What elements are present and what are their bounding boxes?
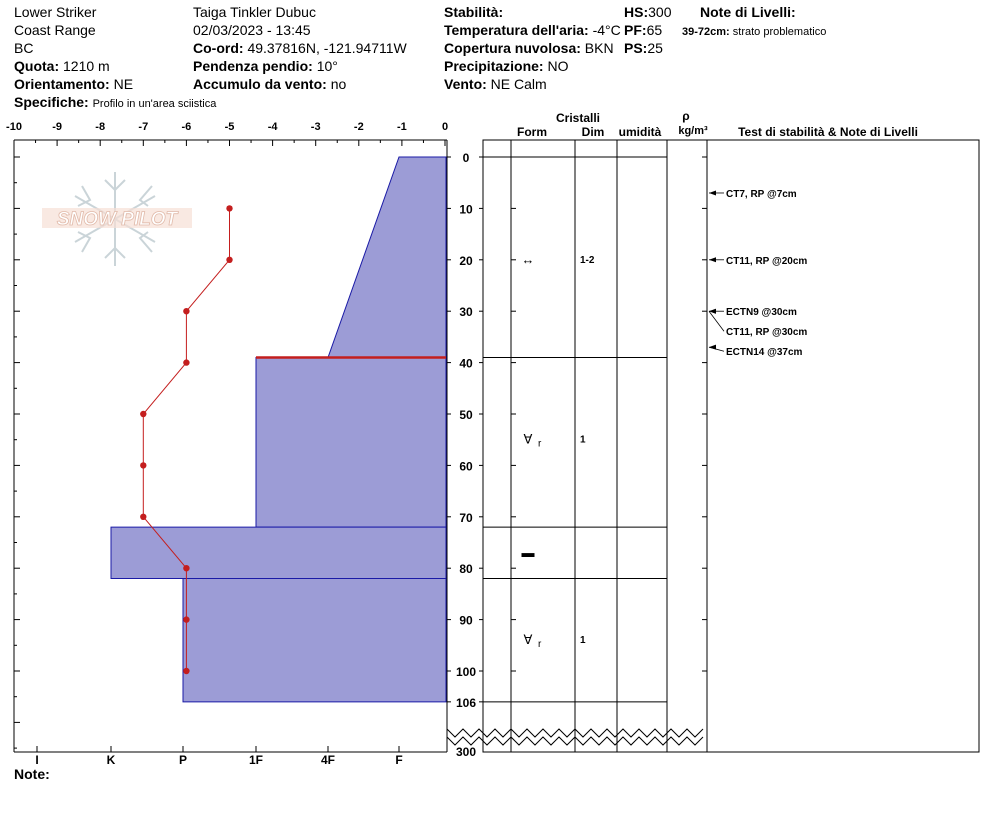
depth-label: 60 xyxy=(459,459,473,474)
temperature-axis xyxy=(6,121,448,146)
hardness-profile xyxy=(111,157,446,702)
depth-label: 0 xyxy=(462,151,470,165)
temperature-tick-label: -3 xyxy=(310,121,321,133)
hardness-tick-label: P xyxy=(178,753,188,767)
hardness-tick-label: K xyxy=(106,753,116,767)
snowflake-logo-icon xyxy=(42,172,192,266)
crystal-size: 1 xyxy=(580,635,586,647)
depth-axis xyxy=(447,140,483,752)
depth-label: 50 xyxy=(459,408,473,422)
temperature-tick-label: -2 xyxy=(353,121,364,133)
cloud-value: BKN xyxy=(584,40,614,56)
elevation-label: Quota: xyxy=(14,58,60,74)
stability-test-arrowhead xyxy=(709,257,716,262)
depth-label: 100 xyxy=(455,665,477,679)
depth-break-label: 300 xyxy=(455,745,477,759)
temperature-point xyxy=(140,462,146,468)
header-rho: ρ xyxy=(682,109,690,123)
wind-value: NE Calm xyxy=(490,76,547,92)
ps-value: 25 xyxy=(647,40,663,56)
depth-label: 80 xyxy=(459,562,473,577)
specifics-value: Profilo in un'area sciistica xyxy=(92,98,217,110)
temperature-tick-label: -7 xyxy=(138,121,149,133)
hardness-axis xyxy=(35,746,402,767)
temperature-point xyxy=(226,257,232,263)
header-form: Form xyxy=(517,125,547,139)
depth-label: 20 xyxy=(459,253,473,268)
left-depth-ticks xyxy=(14,157,20,748)
slope-value: 10° xyxy=(316,58,338,74)
stability-test-arrowhead xyxy=(709,345,716,350)
temperature-point xyxy=(183,359,189,365)
stability-test-label: CT7, RP @7cm xyxy=(726,188,797,200)
temperature-tick-label: -4 xyxy=(267,121,278,133)
aspect-label: Orientamento: xyxy=(14,76,110,92)
temperature-tick-label: -10 xyxy=(6,121,22,133)
air-temp-value: -4°C xyxy=(592,22,621,38)
state: BC xyxy=(14,40,34,56)
stability-test-label: CT11, RP @30cm xyxy=(726,327,808,339)
hardness-layer xyxy=(256,357,446,527)
stability-tests xyxy=(709,189,807,358)
hardness-tick-label: I xyxy=(35,753,39,767)
layer-note-range: 39-72cm: xyxy=(682,26,730,38)
hardness-tick-label: 1F xyxy=(248,753,264,767)
stability-test-label: CT11, RP @20cm xyxy=(726,255,808,267)
air-temp-label: Temperatura dell'aria: xyxy=(444,22,589,38)
temperature-point xyxy=(226,205,232,211)
coord-value: 49.37816N, -121.94711W xyxy=(247,40,407,56)
header-dim: Dim xyxy=(581,125,605,139)
observers: Taiga Tinkler Dubuc xyxy=(193,4,316,20)
crystal-form: ∀ xyxy=(523,431,533,447)
hardness-layer xyxy=(111,527,446,578)
specifics-label: Specifiche: xyxy=(14,94,89,110)
layer-notes-label: Note di Livelli: xyxy=(700,4,796,20)
layer-note-text: strato problematico xyxy=(732,26,827,38)
depth-label: 70 xyxy=(459,510,473,525)
temperature-point xyxy=(183,565,189,571)
stability-test-label: ECTN9 @30cm xyxy=(726,307,797,319)
precip-label: Precipitazione: xyxy=(444,58,544,74)
temperature-point xyxy=(183,308,189,314)
crystal-table-frame xyxy=(483,140,979,752)
depth-label: 90 xyxy=(459,613,473,628)
location-name: Lower Striker xyxy=(14,4,97,20)
crystal-form: ↔ xyxy=(521,251,535,267)
hs-value: 300 xyxy=(648,4,672,20)
stability-test-arrow xyxy=(709,311,724,331)
cloud-label: Copertura nuvolosa: xyxy=(444,40,581,56)
hardness-tick-label: 4F xyxy=(320,753,336,767)
depth-label: 30 xyxy=(459,305,473,320)
depth-label: 10 xyxy=(459,202,473,217)
observation-datetime: 02/03/2023 - 13:45 xyxy=(193,22,311,38)
crystal-size: 1-2 xyxy=(580,254,595,266)
temperature-point xyxy=(183,668,189,674)
mountain-range: Coast Range xyxy=(14,22,96,38)
notes-label: Note: xyxy=(14,766,50,782)
header-crystals: Cristalli xyxy=(555,111,601,125)
elevation-value: 1210 m xyxy=(63,58,110,74)
crystal-form-subscript: r xyxy=(538,639,542,651)
coord-label: Co-ord: xyxy=(193,40,244,56)
temperature-point xyxy=(183,616,189,622)
table-headers xyxy=(517,109,918,139)
header-moisture: umidità xyxy=(618,125,662,139)
temperature-tick-label: -6 xyxy=(181,121,192,133)
wind-label: Vento: xyxy=(444,76,487,92)
temperature-tick-label: -9 xyxy=(52,121,62,133)
crystal-size: 1 xyxy=(580,434,586,446)
header-density-unit: kg/m³ xyxy=(678,125,708,137)
depth-label: 106 xyxy=(455,695,477,710)
depth-label: 40 xyxy=(459,356,473,371)
wind-loading-label: Accumulo da vento: xyxy=(193,76,327,92)
temperature-point xyxy=(140,514,146,520)
crystal-form-subscript: r xyxy=(538,438,542,450)
wind-loading-value: no xyxy=(330,76,347,92)
hs-label: HS: xyxy=(624,4,649,20)
logo-text: SNOW PILOT xyxy=(56,209,178,230)
precip-value: NO xyxy=(547,58,569,74)
crystal-form: ▬ xyxy=(521,544,535,560)
aspect-value: NE xyxy=(113,76,134,92)
stability-test-arrowhead xyxy=(709,190,716,195)
stability-label: Stabilità: xyxy=(444,4,504,20)
temperature-point xyxy=(140,411,146,417)
hardness-layer xyxy=(183,578,446,701)
hardness-layer xyxy=(328,157,446,357)
pf-label: PF: xyxy=(624,22,647,38)
temperature-tick-label: -5 xyxy=(224,121,235,133)
ps-label: PS: xyxy=(624,40,648,56)
pf-value: 65 xyxy=(646,22,663,38)
hardness-tick-label: F xyxy=(395,753,403,767)
crystal-form: ∀ xyxy=(523,632,533,648)
crystal-entries xyxy=(522,252,595,650)
temperature-tick-label: -8 xyxy=(95,121,106,133)
temperature-tick-label: 0 xyxy=(441,121,449,133)
depth-labels xyxy=(447,151,707,759)
header-stability: Test di stabilità & Note di Livelli xyxy=(738,125,918,139)
temperature-tick-label: -1 xyxy=(397,121,407,133)
slope-label: Pendenza pendio: xyxy=(193,58,313,74)
stability-test-label: ECTN14 @37cm xyxy=(726,347,803,359)
